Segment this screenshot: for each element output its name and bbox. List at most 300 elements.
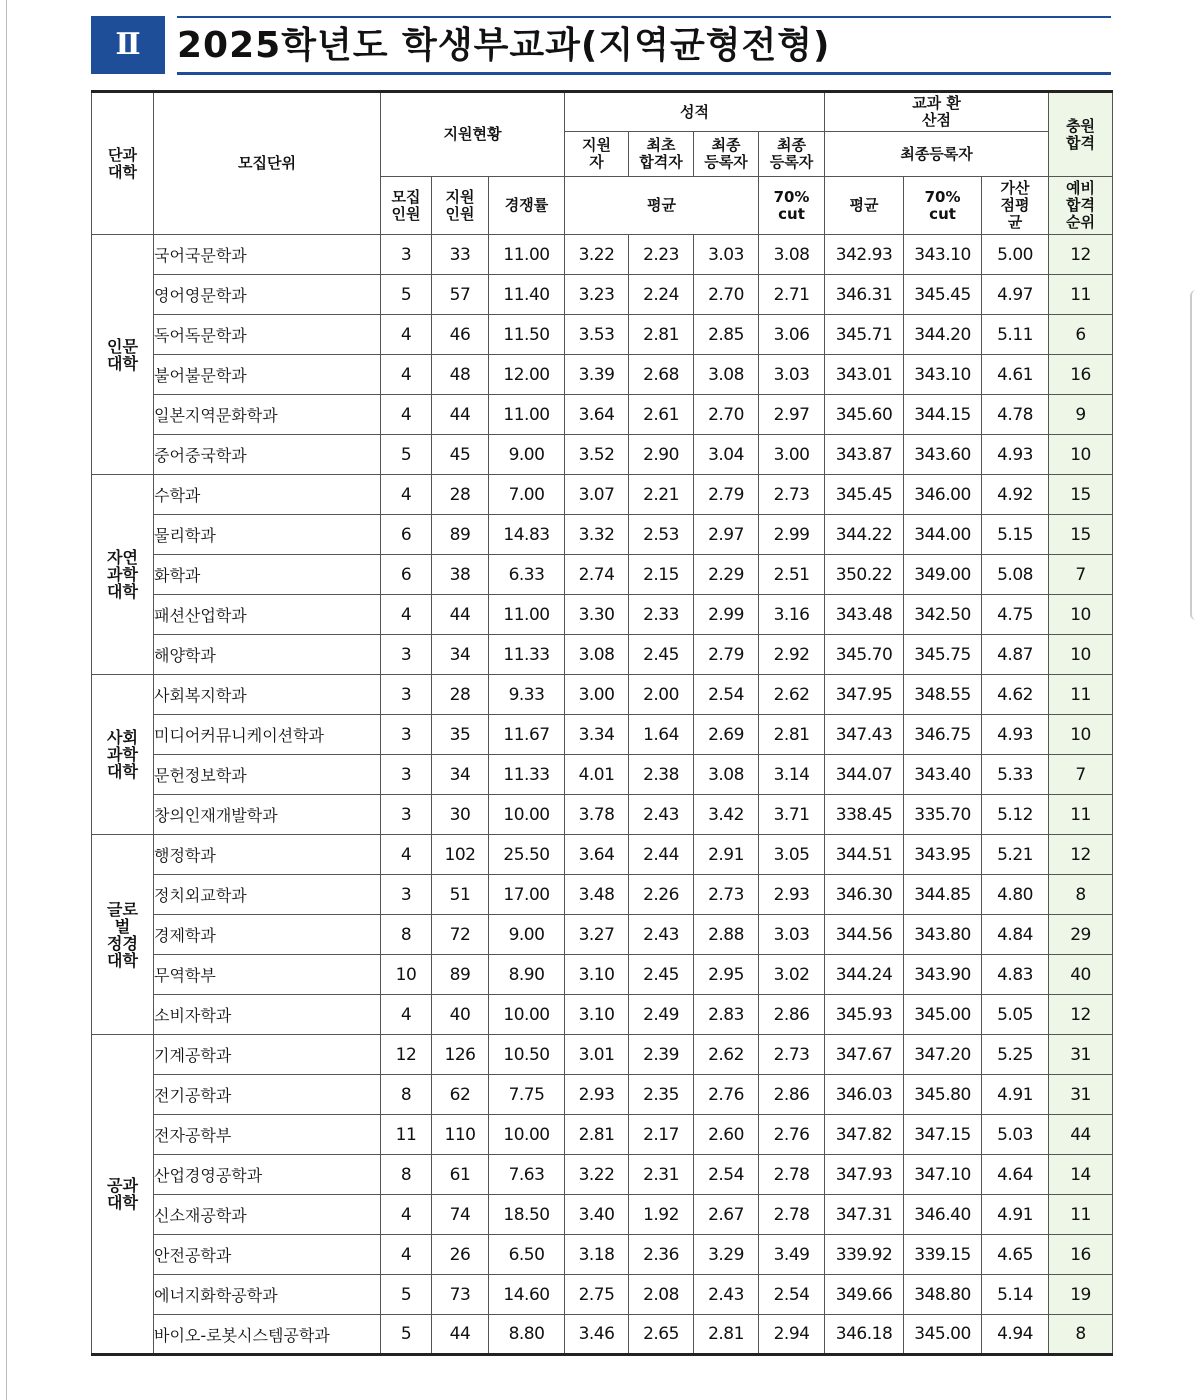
cell-conv-avg: 346.31: [825, 275, 904, 315]
cell-grade-applicant: 2.81: [565, 1115, 629, 1155]
cell-grade-applicant: 3.46: [565, 1315, 629, 1355]
cell-grade-final: 2.99: [694, 595, 759, 635]
cell-grade-final: 3.04: [694, 435, 759, 475]
cell-conv-avg: 345.60: [825, 395, 904, 435]
cell-conv-cut70: 344.15: [904, 395, 982, 435]
cell-conv-avg: 345.71: [825, 315, 904, 355]
section-header: [91, 16, 1111, 76]
cell-grade-cut70: 2.78: [759, 1195, 825, 1235]
cell-applicants: 26: [432, 1235, 489, 1275]
cell-ratio: 18.50: [489, 1195, 565, 1235]
cell-applicants: 110: [432, 1115, 489, 1155]
cell-grade-final: 3.29: [694, 1235, 759, 1275]
cell-grade-applicant: 3.27: [565, 915, 629, 955]
cell-unit-name: 일본지역문화학과: [154, 395, 381, 435]
cell-conv-cut70: 343.10: [904, 355, 982, 395]
cell-extra-pass: 12: [1049, 835, 1113, 875]
cell-bonus-avg: 4.65: [982, 1235, 1049, 1275]
col-bonus-avg-header: 가산 점평 균: [982, 177, 1049, 235]
cell-recruit: 4: [381, 355, 432, 395]
cell-ratio: 25.50: [489, 835, 565, 875]
cell-ratio: 14.83: [489, 515, 565, 555]
cell-conv-cut70: 348.80: [904, 1275, 982, 1315]
cell-grade-first-pass: 2.43: [629, 795, 694, 835]
cell-recruit: 4: [381, 475, 432, 515]
cell-grade-applicant: 3.10: [565, 995, 629, 1035]
cell-bonus-avg: 4.62: [982, 675, 1049, 715]
cell-grade-applicant: 3.32: [565, 515, 629, 555]
cell-extra-pass: 10: [1049, 715, 1113, 755]
cell-applicants: 34: [432, 635, 489, 675]
cell-unit-name: 경제학과: [154, 915, 381, 955]
cell-grade-applicant: 3.34: [565, 715, 629, 755]
cell-applicants: 40: [432, 995, 489, 1035]
cell-grade-applicant: 4.01: [565, 755, 629, 795]
cell-extra-pass: 7: [1049, 555, 1113, 595]
header-top-rule: [177, 16, 1111, 18]
cell-conv-avg: 345.70: [825, 635, 904, 675]
cell-ratio: 7.00: [489, 475, 565, 515]
cell-ratio: 14.60: [489, 1275, 565, 1315]
cell-unit-name: 에너지화학공학과: [154, 1275, 381, 1315]
cell-grade-cut70: 3.71: [759, 795, 825, 835]
col-grade-first-pass-header: 최초 합격자: [629, 132, 694, 177]
cell-conv-cut70: 349.00: [904, 555, 982, 595]
cell-bonus-avg: 4.93: [982, 715, 1049, 755]
cell-bonus-avg: 4.91: [982, 1075, 1049, 1115]
admission-results-table: [91, 90, 1113, 1356]
cell-conv-avg: 344.07: [825, 755, 904, 795]
cell-grade-first-pass: 2.24: [629, 275, 694, 315]
cell-applicants: 38: [432, 555, 489, 595]
cell-unit-name: 정치외교학과: [154, 875, 381, 915]
cell-bonus-avg: 4.92: [982, 475, 1049, 515]
cell-ratio: 11.40: [489, 275, 565, 315]
cell-extra-pass: 9: [1049, 395, 1113, 435]
cell-recruit: 3: [381, 755, 432, 795]
cell-unit-name: 불어불문학과: [154, 355, 381, 395]
cell-conv-avg: 350.22: [825, 555, 904, 595]
cell-grade-cut70: 3.16: [759, 595, 825, 635]
cell-grade-final: 2.97: [694, 515, 759, 555]
section-number-badge: Ⅱ: [91, 16, 165, 74]
cell-conv-cut70: 346.75: [904, 715, 982, 755]
cell-unit-name: 문헌정보학과: [154, 755, 381, 795]
cell-conv-avg: 344.56: [825, 915, 904, 955]
cell-unit-name: 해양학과: [154, 635, 381, 675]
cell-grade-first-pass: 2.45: [629, 955, 694, 995]
cell-conv-avg: 347.82: [825, 1115, 904, 1155]
cell-extra-pass: 44: [1049, 1115, 1113, 1155]
cell-applicants: 126: [432, 1035, 489, 1075]
cell-grade-first-pass: 2.15: [629, 555, 694, 595]
cell-unit-name: 기계공학과: [154, 1035, 381, 1075]
cell-recruit: 12: [381, 1035, 432, 1075]
cell-conv-avg: 343.87: [825, 435, 904, 475]
table-row: [92, 475, 1113, 515]
cell-extra-pass: 40: [1049, 955, 1113, 995]
cell-grade-first-pass: 2.44: [629, 835, 694, 875]
table-row: [92, 595, 1113, 635]
table-row: [92, 1235, 1113, 1275]
table-row: [92, 955, 1113, 995]
cell-ratio: 9.00: [489, 435, 565, 475]
col-unit-header: 모집단위: [154, 92, 381, 235]
cell-grade-cut70: 3.02: [759, 955, 825, 995]
cell-grade-first-pass: 2.49: [629, 995, 694, 1035]
cell-bonus-avg: 5.05: [982, 995, 1049, 1035]
college-name-cell: 자연 과학 대학: [92, 475, 154, 675]
cell-extra-pass: 8: [1049, 1315, 1113, 1355]
cell-recruit: 3: [381, 795, 432, 835]
cell-applicants: 73: [432, 1275, 489, 1315]
cell-applicants: 30: [432, 795, 489, 835]
table-row: [92, 355, 1113, 395]
header-bottom-rule: [177, 72, 1111, 75]
cell-grade-applicant: 3.23: [565, 275, 629, 315]
cell-grade-cut70: 2.73: [759, 1035, 825, 1075]
table-row: [92, 795, 1113, 835]
cell-conv-cut70: 345.45: [904, 275, 982, 315]
col-grade-final-cut-header: 최종 등록자: [759, 132, 825, 177]
cell-conv-avg: 338.45: [825, 795, 904, 835]
cell-ratio: 11.00: [489, 595, 565, 635]
cell-grade-first-pass: 2.33: [629, 595, 694, 635]
cell-grade-cut70: 3.00: [759, 435, 825, 475]
cell-grade-cut70: 2.62: [759, 675, 825, 715]
cell-ratio: 10.00: [489, 995, 565, 1035]
cell-ratio: 11.33: [489, 635, 565, 675]
cell-conv-cut70: 343.40: [904, 755, 982, 795]
cell-grade-final: 2.70: [694, 275, 759, 315]
table-row: [92, 1315, 1113, 1355]
cell-bonus-avg: 5.03: [982, 1115, 1049, 1155]
col-grade-applicant-header: 지원 자: [565, 132, 629, 177]
cell-grade-applicant: 2.75: [565, 1275, 629, 1315]
cell-extra-pass: 11: [1049, 275, 1113, 315]
cell-grade-final: 2.79: [694, 475, 759, 515]
cell-applicants: 102: [432, 835, 489, 875]
cell-conv-cut70: 346.00: [904, 475, 982, 515]
cell-recruit: 5: [381, 1315, 432, 1355]
cell-unit-name: 신소재공학과: [154, 1195, 381, 1235]
cell-unit-name: 안전공학과: [154, 1235, 381, 1275]
cell-unit-name: 화학과: [154, 555, 381, 595]
table-row: [92, 1195, 1113, 1235]
cell-conv-avg: 347.95: [825, 675, 904, 715]
col-recruit-header: 모집 인원: [381, 177, 432, 235]
cell-applicants: 44: [432, 395, 489, 435]
cell-grade-first-pass: 2.39: [629, 1035, 694, 1075]
cell-grade-first-pass: 2.31: [629, 1155, 694, 1195]
cell-recruit: 6: [381, 555, 432, 595]
cell-grade-final: 3.03: [694, 235, 759, 275]
cell-unit-name: 패션산업학과: [154, 595, 381, 635]
cell-conv-avg: 344.51: [825, 835, 904, 875]
cell-grade-final: 2.54: [694, 1155, 759, 1195]
cell-unit-name: 독어독문학과: [154, 315, 381, 355]
cell-applicants: 89: [432, 955, 489, 995]
table-row: [92, 915, 1113, 955]
cell-conv-cut70: 335.70: [904, 795, 982, 835]
cell-extra-pass: 11: [1049, 795, 1113, 835]
cell-grade-applicant: 3.01: [565, 1035, 629, 1075]
cell-unit-name: 무역학부: [154, 955, 381, 995]
cell-recruit: 3: [381, 875, 432, 915]
cell-grade-final: 2.73: [694, 875, 759, 915]
cell-grade-first-pass: 2.43: [629, 915, 694, 955]
col-grade-average-header: 평균: [565, 177, 759, 235]
cell-ratio: 12.00: [489, 355, 565, 395]
cell-ratio: 9.33: [489, 675, 565, 715]
cell-bonus-avg: 4.91: [982, 1195, 1049, 1235]
cell-recruit: 3: [381, 235, 432, 275]
cell-extra-pass: 11: [1049, 675, 1113, 715]
cell-recruit: 8: [381, 915, 432, 955]
cell-grade-cut70: 2.97: [759, 395, 825, 435]
col-grade-final-header: 최종 등록자: [694, 132, 759, 177]
cell-conv-cut70: 345.00: [904, 1315, 982, 1355]
cell-ratio: 17.00: [489, 875, 565, 915]
col-applicants-header: 지원 인원: [432, 177, 489, 235]
cell-extra-pass: 14: [1049, 1155, 1113, 1195]
cell-recruit: 3: [381, 715, 432, 755]
cell-ratio: 10.50: [489, 1035, 565, 1075]
cell-applicants: 46: [432, 315, 489, 355]
cell-grade-cut70: 3.05: [759, 835, 825, 875]
cell-conv-avg: 344.24: [825, 955, 904, 995]
cell-applicants: 44: [432, 595, 489, 635]
cell-grade-cut70: 2.94: [759, 1315, 825, 1355]
cell-conv-avg: 339.92: [825, 1235, 904, 1275]
cell-grade-first-pass: 2.53: [629, 515, 694, 555]
cell-bonus-avg: 4.87: [982, 635, 1049, 675]
cell-grade-final: 2.60: [694, 1115, 759, 1155]
cell-conv-avg: 347.93: [825, 1155, 904, 1195]
cell-grade-first-pass: 1.92: [629, 1195, 694, 1235]
col-conv-final-header: 최종등록자: [825, 132, 1049, 177]
cell-bonus-avg: 5.14: [982, 1275, 1049, 1315]
cell-bonus-avg: 5.12: [982, 795, 1049, 835]
cell-bonus-avg: 5.11: [982, 315, 1049, 355]
cell-applicants: 34: [432, 755, 489, 795]
cell-grade-cut70: 2.99: [759, 515, 825, 555]
cell-grade-cut70: 2.54: [759, 1275, 825, 1315]
col-college-header: 단과 대학: [92, 92, 154, 235]
cell-unit-name: 수학과: [154, 475, 381, 515]
cell-recruit: 10: [381, 955, 432, 995]
cell-grade-final: 3.08: [694, 755, 759, 795]
cell-bonus-avg: 4.84: [982, 915, 1049, 955]
cell-grade-applicant: 3.40: [565, 1195, 629, 1235]
cell-conv-avg: 344.22: [825, 515, 904, 555]
cell-applicants: 62: [432, 1075, 489, 1115]
table-row: [92, 515, 1113, 555]
page-edge-line: [6, 0, 7, 1400]
cell-grade-applicant: 3.07: [565, 475, 629, 515]
cell-recruit: 6: [381, 515, 432, 555]
cell-applicants: 35: [432, 715, 489, 755]
cell-grade-cut70: 2.92: [759, 635, 825, 675]
cell-grade-cut70: 2.73: [759, 475, 825, 515]
cell-ratio: 10.00: [489, 795, 565, 835]
cell-unit-name: 물리학과: [154, 515, 381, 555]
cell-conv-cut70: 348.55: [904, 675, 982, 715]
cell-ratio: 7.63: [489, 1155, 565, 1195]
table-row: [92, 875, 1113, 915]
cell-grade-cut70: 2.71: [759, 275, 825, 315]
cell-bonus-avg: 5.33: [982, 755, 1049, 795]
cell-bonus-avg: 4.83: [982, 955, 1049, 995]
cell-grade-first-pass: 2.17: [629, 1115, 694, 1155]
cell-applicants: 45: [432, 435, 489, 475]
cell-grade-applicant: 2.74: [565, 555, 629, 595]
college-name-cell: 인문 대학: [92, 235, 154, 475]
cell-extra-pass: 29: [1049, 915, 1113, 955]
table-row: [92, 1115, 1113, 1155]
cell-conv-avg: 347.67: [825, 1035, 904, 1075]
cell-applicants: 28: [432, 675, 489, 715]
table-row: [92, 1275, 1113, 1315]
cell-conv-avg: 346.03: [825, 1075, 904, 1115]
cell-unit-name: 행정학과: [154, 835, 381, 875]
cell-unit-name: 바이오-로봇시스템공학과: [154, 1315, 381, 1355]
cell-applicants: 51: [432, 875, 489, 915]
cell-recruit: 4: [381, 395, 432, 435]
cell-bonus-avg: 5.21: [982, 835, 1049, 875]
cell-recruit: 4: [381, 595, 432, 635]
college-name-cell: 공과 대학: [92, 1035, 154, 1355]
cell-conv-avg: 346.18: [825, 1315, 904, 1355]
scroll-handle[interactable]: [1190, 290, 1200, 620]
table-row: [92, 995, 1113, 1035]
cell-unit-name: 국어국문학과: [154, 235, 381, 275]
cell-extra-pass: 6: [1049, 315, 1113, 355]
table-row: [92, 395, 1113, 435]
cell-unit-name: 중어중국학과: [154, 435, 381, 475]
cell-unit-name: 전기공학과: [154, 1075, 381, 1115]
cell-applicants: 33: [432, 235, 489, 275]
cell-grade-applicant: 3.64: [565, 835, 629, 875]
cell-conv-cut70: 342.50: [904, 595, 982, 635]
cell-grade-final: 2.95: [694, 955, 759, 995]
cell-extra-pass: 19: [1049, 1275, 1113, 1315]
cell-recruit: 5: [381, 435, 432, 475]
cell-grade-first-pass: 2.68: [629, 355, 694, 395]
cell-grade-first-pass: 2.65: [629, 1315, 694, 1355]
cell-conv-avg: 342.93: [825, 235, 904, 275]
cell-recruit: 3: [381, 635, 432, 675]
cell-ratio: 11.00: [489, 395, 565, 435]
table-body: [92, 235, 1113, 1355]
cell-recruit: 5: [381, 275, 432, 315]
cell-extra-pass: 16: [1049, 355, 1113, 395]
table-row: [92, 1155, 1113, 1195]
cell-bonus-avg: 5.25: [982, 1035, 1049, 1075]
cell-extra-pass: 15: [1049, 475, 1113, 515]
cell-grade-cut70: 2.81: [759, 715, 825, 755]
cell-grade-cut70: 3.49: [759, 1235, 825, 1275]
cell-conv-cut70: 346.40: [904, 1195, 982, 1235]
table-row: [92, 755, 1113, 795]
cell-applicants: 89: [432, 515, 489, 555]
cell-conv-cut70: 344.85: [904, 875, 982, 915]
col-apply-status-header: 지원현황: [381, 92, 565, 177]
cell-grade-first-pass: 2.23: [629, 235, 694, 275]
table-row: [92, 835, 1113, 875]
col-grade-cut70-header: 70% cut: [759, 177, 825, 235]
table-row: [92, 675, 1113, 715]
cell-grade-first-pass: 2.36: [629, 1235, 694, 1275]
cell-grade-final: 2.43: [694, 1275, 759, 1315]
cell-extra-pass: 16: [1049, 1235, 1113, 1275]
cell-applicants: 61: [432, 1155, 489, 1195]
page-title: 2025학년도 학생부교과(지역균형전형): [177, 25, 831, 66]
cell-extra-pass: 10: [1049, 435, 1113, 475]
col-extra-pass-header: 충원 합격: [1049, 92, 1113, 177]
cell-grade-applicant: 3.18: [565, 1235, 629, 1275]
cell-conv-cut70: 345.75: [904, 635, 982, 675]
cell-unit-name: 영어영문학과: [154, 275, 381, 315]
cell-ratio: 6.50: [489, 1235, 565, 1275]
cell-grade-final: 2.67: [694, 1195, 759, 1235]
cell-grade-first-pass: 1.64: [629, 715, 694, 755]
cell-conv-cut70: 339.15: [904, 1235, 982, 1275]
col-conv-cut70-header: 70% cut: [904, 177, 982, 235]
cell-bonus-avg: 4.64: [982, 1155, 1049, 1195]
cell-grade-cut70: 3.08: [759, 235, 825, 275]
table-row: [92, 635, 1113, 675]
cell-bonus-avg: 4.93: [982, 435, 1049, 475]
cell-grade-applicant: 3.22: [565, 1155, 629, 1195]
cell-recruit: 4: [381, 835, 432, 875]
cell-extra-pass: 12: [1049, 235, 1113, 275]
cell-conv-avg: 347.31: [825, 1195, 904, 1235]
cell-grade-first-pass: 2.38: [629, 755, 694, 795]
cell-grade-final: 2.76: [694, 1075, 759, 1115]
cell-grade-final: 2.69: [694, 715, 759, 755]
cell-bonus-avg: 5.00: [982, 235, 1049, 275]
cell-applicants: 72: [432, 915, 489, 955]
cell-recruit: 4: [381, 1195, 432, 1235]
cell-bonus-avg: 4.75: [982, 595, 1049, 635]
cell-grade-applicant: 3.10: [565, 955, 629, 995]
cell-grade-applicant: 3.64: [565, 395, 629, 435]
cell-bonus-avg: 4.97: [982, 275, 1049, 315]
cell-conv-avg: 345.93: [825, 995, 904, 1035]
cell-bonus-avg: 4.78: [982, 395, 1049, 435]
cell-applicants: 74: [432, 1195, 489, 1235]
cell-grade-final: 2.54: [694, 675, 759, 715]
cell-extra-pass: 31: [1049, 1075, 1113, 1115]
cell-grade-first-pass: 2.08: [629, 1275, 694, 1315]
cell-ratio: 10.00: [489, 1115, 565, 1155]
cell-grade-first-pass: 2.35: [629, 1075, 694, 1115]
cell-grade-first-pass: 2.00: [629, 675, 694, 715]
table-row: [92, 555, 1113, 595]
cell-conv-avg: 347.43: [825, 715, 904, 755]
col-waitlist-rank-header: 예비 합격 순위: [1049, 177, 1113, 235]
cell-grade-final: 2.79: [694, 635, 759, 675]
cell-applicants: 28: [432, 475, 489, 515]
cell-grade-final: 2.88: [694, 915, 759, 955]
cell-applicants: 57: [432, 275, 489, 315]
cell-bonus-avg: 5.15: [982, 515, 1049, 555]
cell-grade-cut70: 2.76: [759, 1115, 825, 1155]
cell-extra-pass: 8: [1049, 875, 1113, 915]
cell-grade-applicant: 3.48: [565, 875, 629, 915]
cell-bonus-avg: 4.61: [982, 355, 1049, 395]
